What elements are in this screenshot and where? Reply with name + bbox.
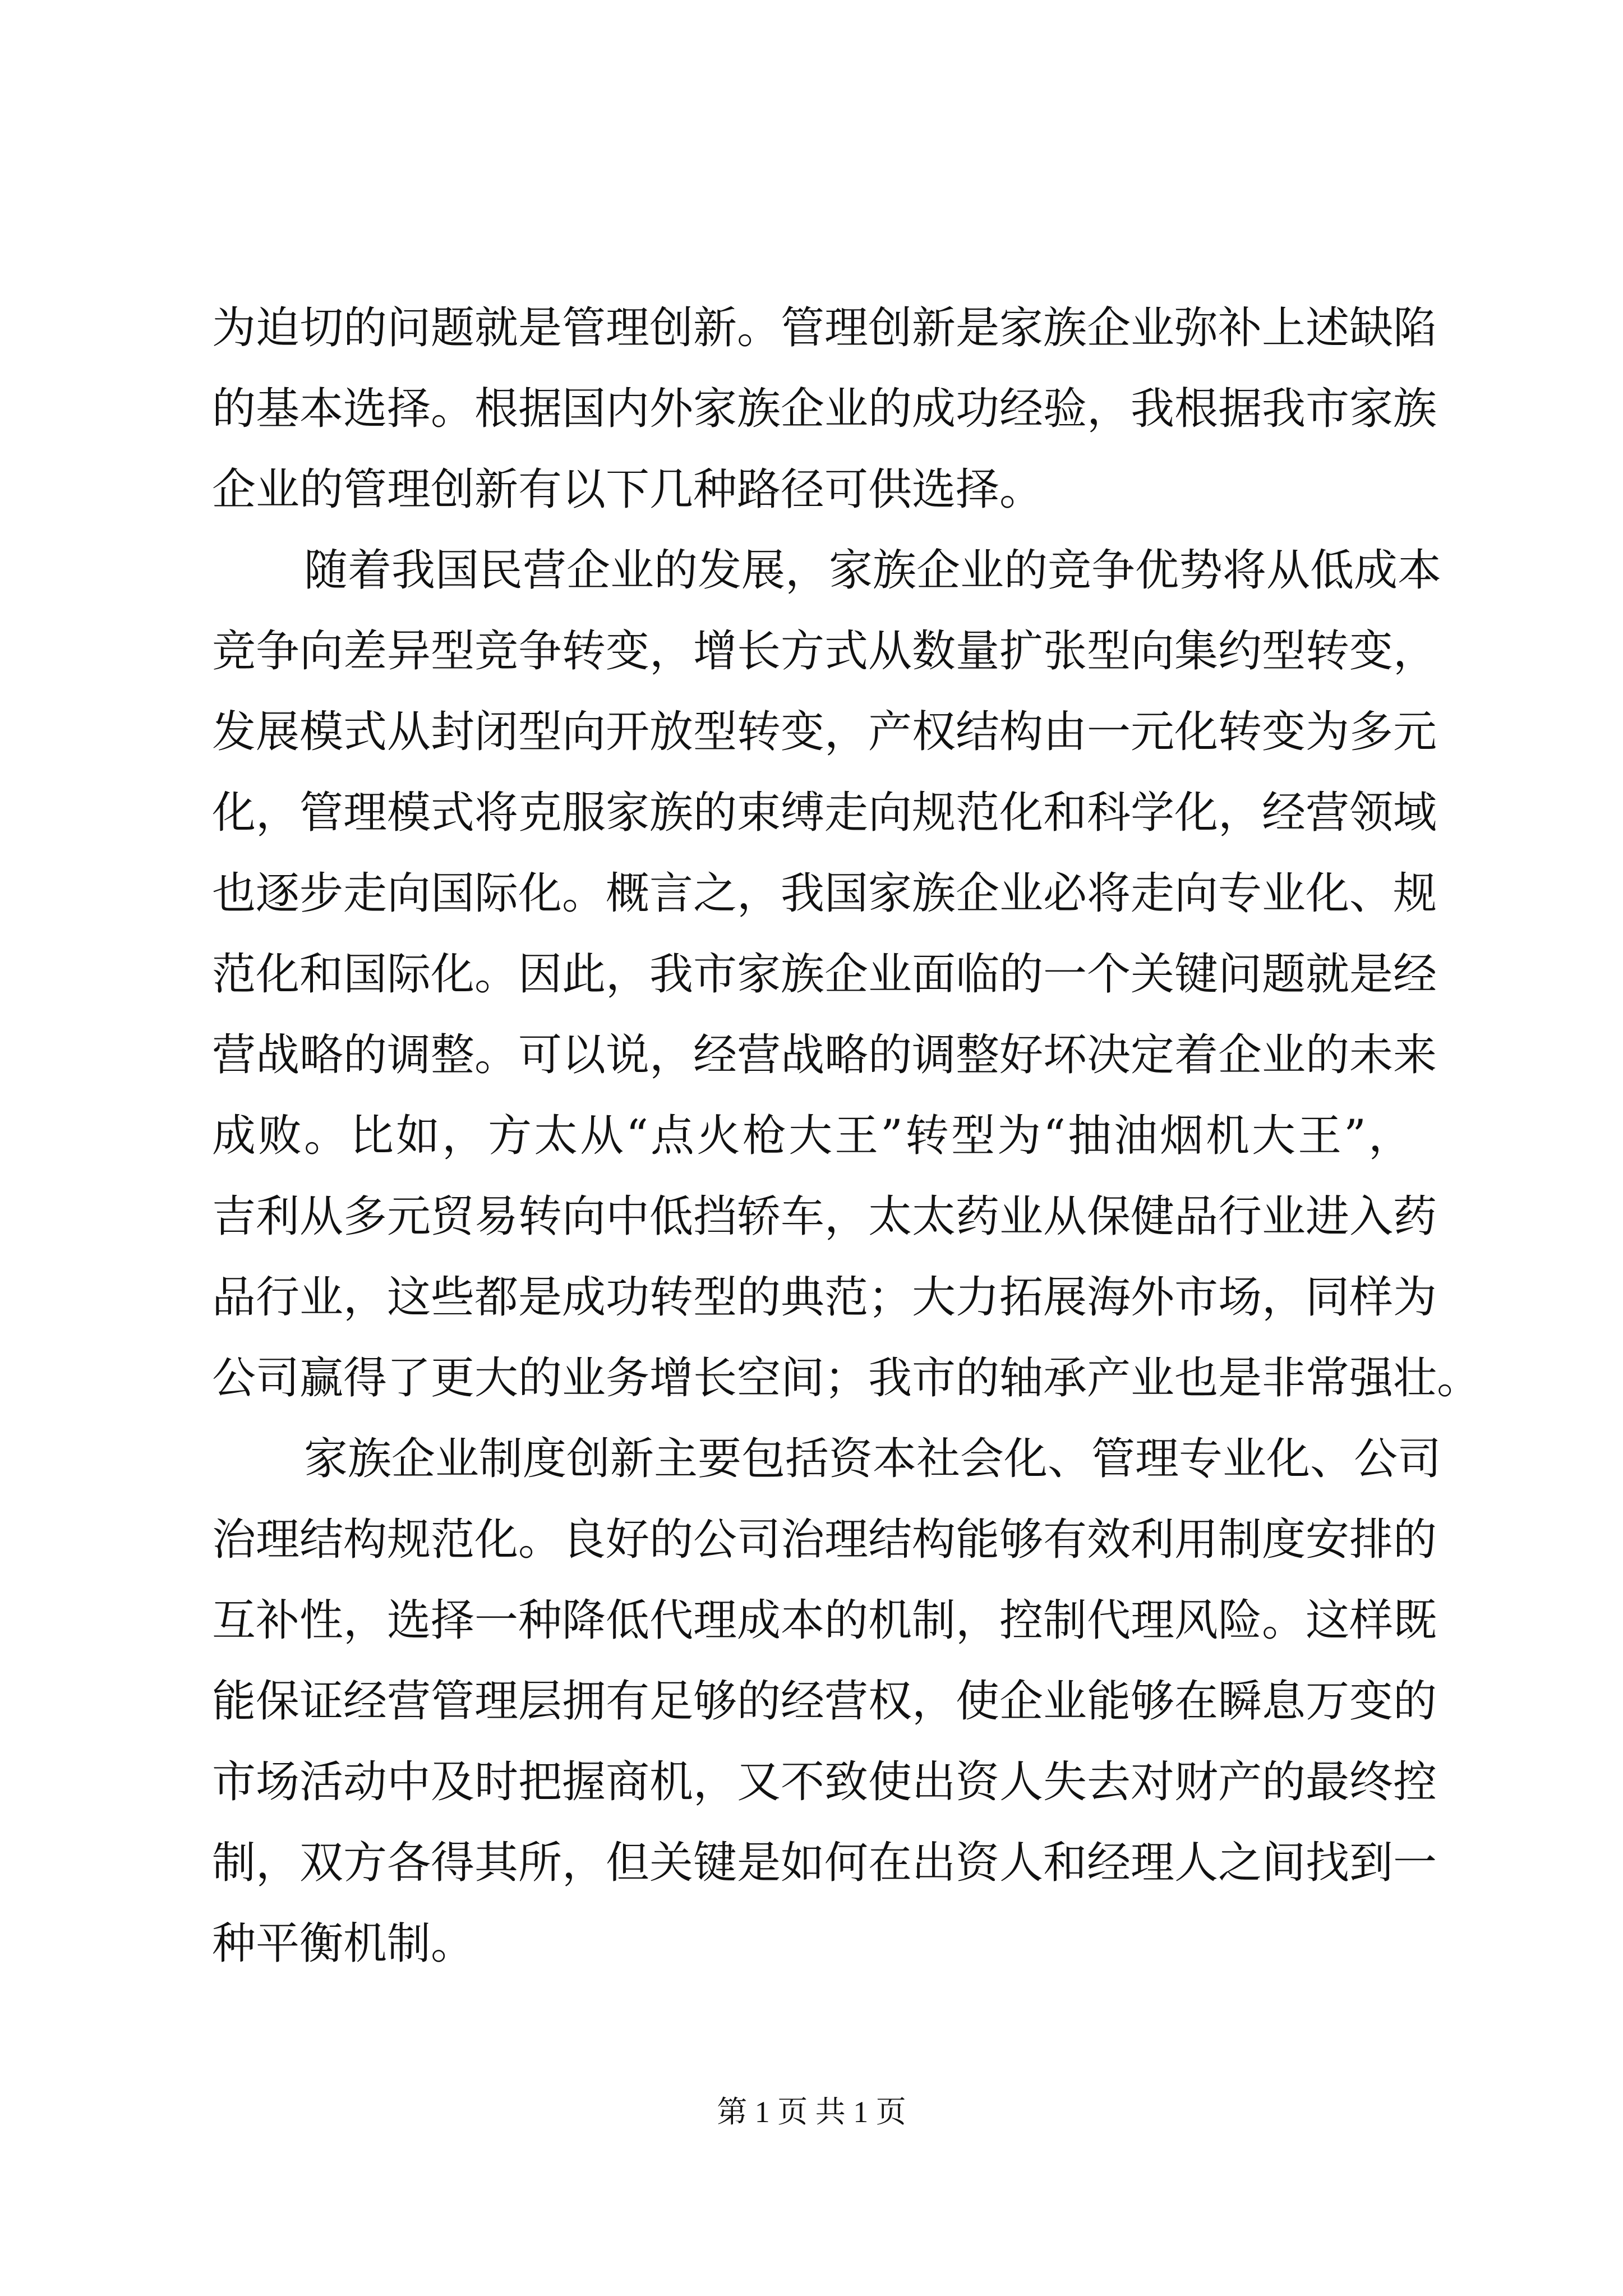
text-line: 吉利从多元贸易转向中低挡轿车，太太药业从保健品行业进入药 [212,1191,1437,1242]
document-body [212,288,1481,1984]
text-line: 市场活动中及时把握商机，又不致使出资人失去对财产的最终控 [212,1757,1437,1807]
text-line: 品行业，这些都是成功转型的典范；大力拓展海外市场，同样为 [212,1272,1437,1323]
text-line: 营战略的调整。可以说，经营战略的调整好坏决定着企业的未来 [212,1030,1437,1080]
text-line: 范化和国际化。因此，我市家族企业面临的一个关键问题就是经 [212,949,1437,1000]
text-line: 治理结构规范化。良好的公司治理结构能够有效利用制度安排的 [212,1515,1437,1565]
text-line: 竞争向差异型竞争转变，增长方式从数量扩张型向集约型转变， [212,626,1437,677]
text-line: 为迫切的问题就是管理创新。管理创新是家族企业弥补上述缺陷 [212,303,1437,353]
text-line: 发展模式从封闭型向开放型转变，产权结构由一元化转变为多元 [212,707,1437,757]
text-line: 也逐步走向国际化。概言之，我国家族企业必将走向专业化、规 [212,868,1437,919]
text-line: 成败。比如，方太从“点火枪大王”转型为“抽油烟机大王”， [212,1111,1412,1161]
text-line: 种平衡机制。 [212,1918,475,1969]
text-line: 家族企业制度创新主要包括资本社会化、管理专业化、公司 [304,1434,1442,1484]
text-line: 化，管理模式将克服家族的束缚走向规范化和科学化，经营领域 [212,788,1437,838]
text-line: 的基本选择。根据国内外家族企业的成功经验，我根据我市家族 [212,384,1437,434]
text-line: 能保证经营管理层拥有足够的经营权，使企业能够在瞬息万变的 [212,1676,1437,1727]
text-line: 公司赢得了更大的业务增长空间；我市的轴承产业也是非常强壮。 [212,1353,1481,1404]
page-footer: 第 1 页 共 1 页 [717,2095,906,2129]
text-line: 互补性，选择一种降低代理成本的机制，控制代理风险。这样既 [212,1595,1437,1646]
text-line: 企业的管理创新有以下几种路径可供选择。 [212,464,1044,515]
text-line: 制，双方各得其所，但关键是如何在出资人和经理人之间找到一 [212,1838,1437,1888]
text-line: 随着我国民营企业的发展，家族企业的竞争优势将从低成本 [304,545,1442,596]
